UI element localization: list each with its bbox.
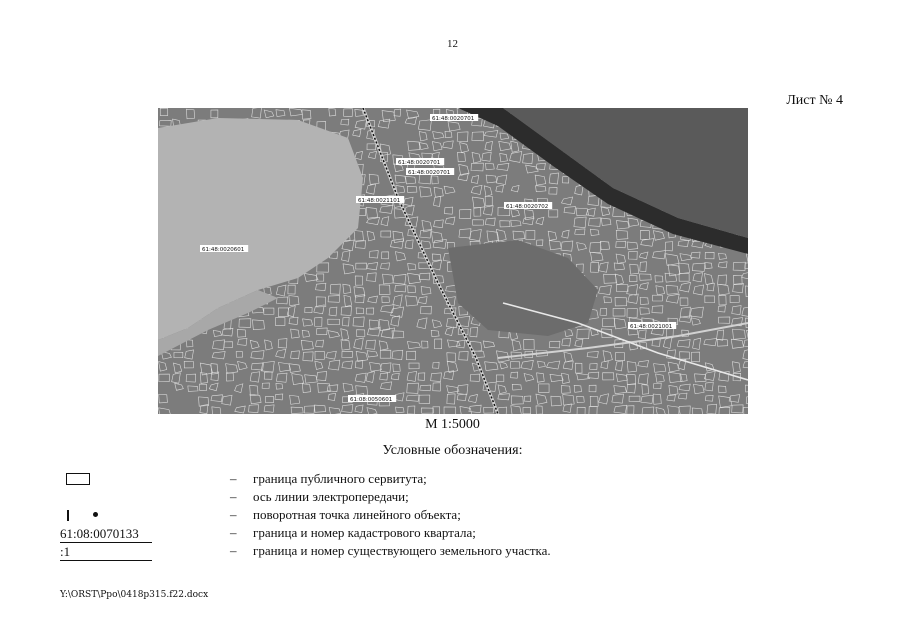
legend [60, 471, 780, 561]
legend-text: граница и номер кадастрового квартала; [253, 525, 476, 540]
legend-text: поворотная точка линейного объекта; [253, 507, 461, 522]
quarter-label: 61:48:0020701 [408, 169, 451, 176]
legend-text: ось линии электропередачи; [253, 489, 409, 504]
legend-symbol [60, 507, 220, 525]
cadastral-map [158, 108, 748, 414]
quarter-label: 61:08:0050601 [350, 396, 393, 403]
quarter-label: 61:48:0021001 [630, 323, 673, 330]
legend-symbol [60, 525, 220, 543]
map-canvas [158, 108, 748, 414]
legend-row-power-line [60, 489, 780, 507]
legend-dash: – [230, 489, 237, 504]
legend-row-servitude [60, 471, 780, 489]
legend-dash: – [230, 525, 237, 540]
legend-row-quarter [60, 525, 780, 543]
legend-text: граница и номер существующего земельного участка. [253, 543, 551, 558]
servitude-boundary-symbol [66, 473, 90, 485]
legend-symbol [60, 489, 220, 507]
quarter-label: 61:48:0021101 [358, 197, 401, 204]
quarter-label: 61:48:0020601 [202, 246, 245, 253]
legend-dash: – [230, 543, 237, 558]
legend-symbol [60, 471, 220, 489]
quarter-label: 61:48:0020701 [432, 115, 475, 122]
legend-row-land-lot [60, 543, 780, 561]
land-lot-symbol: :1 [60, 543, 152, 561]
scale-label: М 1:5000 [425, 417, 480, 432]
sheet-label: Лист № 4 [786, 93, 843, 108]
legend-row-turning-point [60, 507, 780, 525]
page-number: 12 [447, 38, 458, 50]
legend-dash: – [230, 507, 237, 522]
legend-text: граница публичного сервитута; [253, 471, 427, 486]
legend-title: Условные обозначения: [382, 443, 523, 458]
legend-dash: – [230, 471, 237, 486]
legend-symbol [60, 543, 220, 561]
file-path: Y:\ORST\Ppo\0418p315.f22.docx [60, 590, 209, 600]
turning-point-dot-icon [93, 512, 98, 517]
quarter-code-symbol: 61:08:0070133 [60, 525, 152, 543]
quarter-label: 61:48:0020702 [506, 203, 549, 210]
turning-point-bar-icon [67, 510, 69, 521]
quarter-label: 61:48:0020701 [398, 159, 441, 166]
